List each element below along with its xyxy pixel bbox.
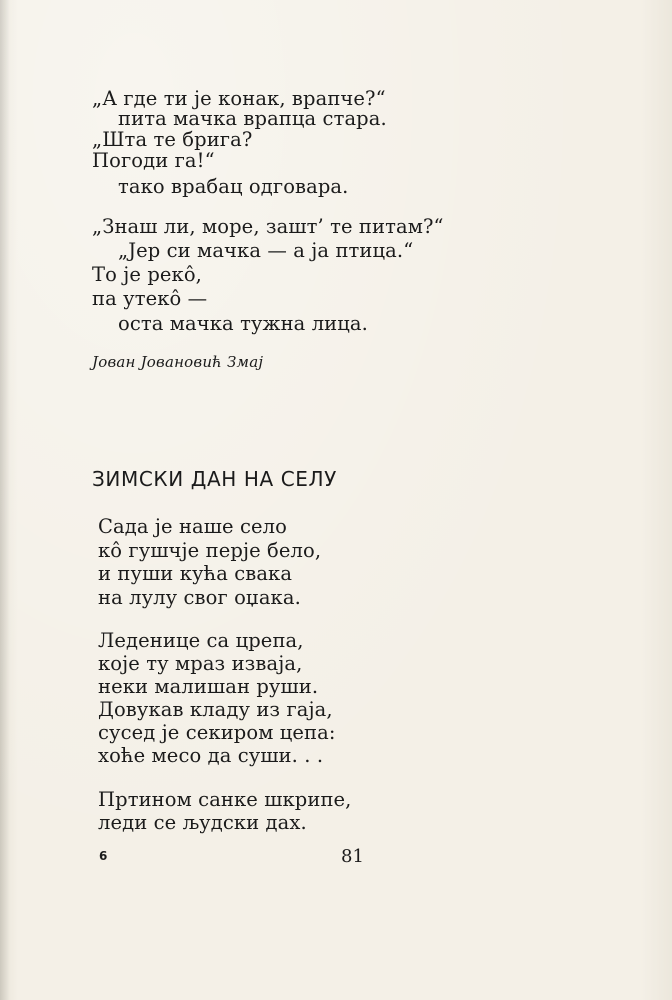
poem-1-line: пита мачка врапца стара. [118,107,387,130]
poem-2-line: које ту мраз изваја, [98,652,303,675]
poem-2-line: Довукав кладу из гаја, [98,698,333,721]
poem-2-line: на лулу свог оџака. [98,586,301,609]
poem-1-line: па утекô — [92,287,208,310]
poem-1-line: „Шта те брига? [92,128,253,151]
poem-1-line: тако врабац одговара. [118,175,349,198]
poem-1-author: Јован Јовановић Змај [92,353,264,371]
poem-2-line: хоће месо да суши. . . [98,744,324,767]
poem-2-line: Пртином санке шкрипе, [98,788,352,811]
poem-2-line: кô гушчје перје бело, [98,539,322,562]
poem-1-line: То је рекô, [92,263,202,286]
poem-2-line: сусед је секиром цепа: [98,721,336,744]
poem-1-line: „А где ти је конак, врапче?“ [92,87,386,110]
gutter-shadow [0,0,10,1000]
signature-mark: 6 [99,849,108,863]
poem-2-line: неки малишан руши. [98,675,319,698]
poem-1-line: оста мачка тужна лица. [118,312,368,335]
poem-1-line: „Јер си мачка — а ја птица.“ [118,239,414,262]
poem-2-line: леди се људски дах. [98,811,307,834]
poem-2-line: Сада је наше село [98,515,287,538]
poem-2-title: ЗИМСКИ ДАН НА СЕЛУ [92,467,337,491]
poem-1-line: Погоди га!“ [92,149,215,172]
poem-2-line: и пуши кућа свака [98,562,293,585]
poem-1-line: „Знаш ли, море, зашт’ те питам?“ [92,215,444,238]
poem-2-line: Леденице са црепа, [98,629,304,652]
page-number: 81 [341,846,364,867]
